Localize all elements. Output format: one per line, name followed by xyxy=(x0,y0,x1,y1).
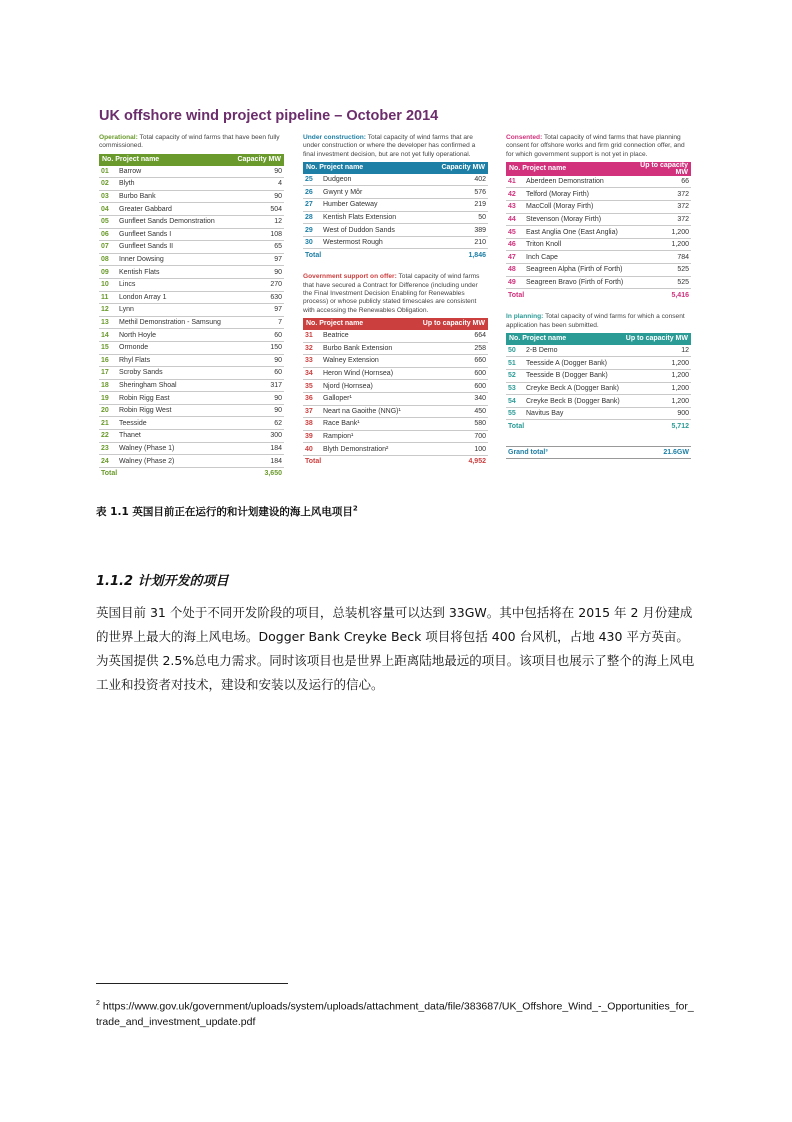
project-name: Stevenson (Moray Firth) xyxy=(524,213,625,226)
project-number: 26 xyxy=(303,186,321,199)
project-name: Beatrice xyxy=(321,330,412,342)
construction-table xyxy=(303,162,488,262)
project-number: 04 xyxy=(99,203,117,216)
table-row xyxy=(303,418,488,431)
table-row xyxy=(506,370,691,383)
project-name: West of Duddon Sands xyxy=(321,224,423,237)
table-row xyxy=(303,186,488,199)
table-row xyxy=(99,203,284,216)
project-capacity: 90 xyxy=(231,404,284,417)
table-row xyxy=(303,342,488,355)
column-operational xyxy=(99,134,284,480)
column-header-capacity: Up to capacity MW xyxy=(622,333,691,345)
project-capacity: 450 xyxy=(412,405,488,418)
project-capacity: 97 xyxy=(231,304,284,317)
project-capacity: 12 xyxy=(231,215,284,228)
table-row xyxy=(99,329,284,342)
construction-description: Under construction: Total capacity of wind farms that are under construction or where the developer has confirmed a final investment decision, but are not yet fully operational. xyxy=(303,134,476,158)
project-capacity: 270 xyxy=(231,278,284,291)
project-capacity: 60 xyxy=(231,367,284,380)
table-row xyxy=(99,417,284,430)
column-header-project: No. Project name xyxy=(303,162,423,174)
table-row xyxy=(506,407,691,420)
project-capacity: 525 xyxy=(625,264,691,277)
project-capacity: 1,200 xyxy=(622,382,691,395)
column-header-project: No. Project name xyxy=(303,318,412,330)
table-row xyxy=(99,316,284,329)
project-number: 10 xyxy=(99,278,117,291)
project-number: 47 xyxy=(506,251,524,264)
grand-total-label: Grand total³ xyxy=(508,449,548,457)
project-name: Triton Knoll xyxy=(524,238,625,251)
project-capacity: 12 xyxy=(622,345,691,357)
project-number: 33 xyxy=(303,355,321,368)
project-name: Burbo Bank Extension xyxy=(321,342,412,355)
project-capacity: 300 xyxy=(231,430,284,443)
project-capacity: 90 xyxy=(231,354,284,367)
project-name: Race Bank¹ xyxy=(321,418,412,431)
project-capacity: 97 xyxy=(231,253,284,266)
project-number: 09 xyxy=(99,266,117,279)
table-row xyxy=(99,430,284,443)
project-name: Rampion¹ xyxy=(321,430,412,443)
project-name: Gunfleet Sands Demonstration xyxy=(117,215,231,228)
project-name: Greater Gabbard xyxy=(117,203,231,216)
project-number: 54 xyxy=(506,395,524,408)
project-number: 27 xyxy=(303,199,321,212)
table-row xyxy=(303,392,488,405)
table-row xyxy=(506,251,691,264)
project-number: 08 xyxy=(99,253,117,266)
consented-description: Consented: Total capacity of wind farms that have planning consent for offshore works and firm grid connection offer, and for which government support is not yet in place. xyxy=(506,134,685,158)
project-capacity: 1,200 xyxy=(622,395,691,408)
table-row xyxy=(99,190,284,203)
project-number: 06 xyxy=(99,228,117,241)
project-name: Seagreen Alpha (Firth of Forth) xyxy=(524,264,625,277)
table-row xyxy=(99,367,284,380)
table-row xyxy=(506,238,691,251)
project-capacity: 504 xyxy=(231,203,284,216)
total-row xyxy=(99,467,284,480)
project-capacity: 630 xyxy=(231,291,284,304)
table-row xyxy=(99,253,284,266)
table-row xyxy=(99,166,284,178)
project-capacity: 184 xyxy=(231,455,284,468)
project-number: 13 xyxy=(99,316,117,329)
project-name: Sheringham Shoal xyxy=(117,379,231,392)
table-row xyxy=(99,341,284,354)
table-row xyxy=(99,215,284,228)
project-number: 55 xyxy=(506,407,524,420)
table-row xyxy=(506,357,691,370)
project-number: 43 xyxy=(506,201,524,214)
project-number: 30 xyxy=(303,236,321,249)
consented-table xyxy=(506,162,691,301)
project-name: Teesside B (Dogger Bank) xyxy=(524,370,622,383)
project-name: Creyke Beck A (Dogger Bank) xyxy=(524,382,622,395)
project-number: 15 xyxy=(99,341,117,354)
project-number: 31 xyxy=(303,330,321,342)
column-construction-support xyxy=(303,134,488,468)
project-name: Creyke Beck B (Dogger Bank) xyxy=(524,395,622,408)
project-number: 14 xyxy=(99,329,117,342)
project-capacity: 372 xyxy=(625,188,691,201)
column-header-capacity: Capacity MW xyxy=(231,154,284,166)
project-name: Gunfleet Sands I xyxy=(117,228,231,241)
in-planning-table xyxy=(506,333,691,433)
project-number: 37 xyxy=(303,405,321,418)
government-support-description: Government support on offer: Total capacity of wind farms that have secured a Contract for Difference (including under the Final Investment Decision Enabling for Renewables process) or whose publicly stated timescales are consistent with accessing the Renewables Obligation. xyxy=(303,273,480,314)
table-row xyxy=(303,355,488,368)
project-name: Njord (Hornsea) xyxy=(321,380,412,393)
project-capacity: 60 xyxy=(231,329,284,342)
table-row xyxy=(303,330,488,342)
project-name: Inch Cape xyxy=(524,251,625,264)
table-row xyxy=(303,199,488,212)
total-value: 5,712 xyxy=(671,422,689,430)
project-name: Galloper¹ xyxy=(321,392,412,405)
project-capacity: 402 xyxy=(423,174,488,186)
project-capacity: 700 xyxy=(412,430,488,443)
project-name: Lincs xyxy=(117,278,231,291)
project-number: 22 xyxy=(99,430,117,443)
project-name: Thanet xyxy=(117,430,231,443)
project-name: Robin Rigg West xyxy=(117,404,231,417)
table-row xyxy=(99,228,284,241)
project-number: 53 xyxy=(506,382,524,395)
project-name: Telford (Moray Firth) xyxy=(524,188,625,201)
table-row xyxy=(303,380,488,393)
table-row xyxy=(99,379,284,392)
project-number: 03 xyxy=(99,190,117,203)
project-name: Inner Dowsing xyxy=(117,253,231,266)
project-name: London Array 1 xyxy=(117,291,231,304)
table-row xyxy=(99,442,284,455)
project-capacity: 900 xyxy=(622,407,691,420)
table-row xyxy=(303,405,488,418)
project-capacity: 7 xyxy=(231,316,284,329)
column-header-project: No. Project name xyxy=(506,162,625,176)
project-capacity: 1,200 xyxy=(622,357,691,370)
table-row xyxy=(99,278,284,291)
project-capacity: 600 xyxy=(412,380,488,393)
total-label: Total xyxy=(305,251,322,259)
total-label: Total xyxy=(305,458,322,466)
project-number: 38 xyxy=(303,418,321,431)
project-capacity: 184 xyxy=(231,442,284,455)
total-label: Total xyxy=(508,291,525,299)
project-capacity: 100 xyxy=(412,443,488,456)
project-number: 11 xyxy=(99,291,117,304)
table-row xyxy=(506,226,691,239)
footnote-link[interactable]: https://www.gov.uk/government/uploads/system/uploads/attachment_data/file/383687/UK_Offshore_Wind_-_Opportunities_for_trade_and_investment_update.pdf xyxy=(96,1000,694,1028)
project-capacity: 389 xyxy=(423,224,488,237)
column-header-capacity: Up to capacity MW xyxy=(625,162,691,176)
project-number: 35 xyxy=(303,380,321,393)
table-row xyxy=(99,241,284,254)
table-row xyxy=(303,443,488,456)
project-number: 48 xyxy=(506,264,524,277)
total-value: 4,952 xyxy=(468,458,486,466)
project-capacity: 576 xyxy=(423,186,488,199)
column-header-project: No. Project name xyxy=(99,154,231,166)
project-name: Methil Demonstration - Samsung xyxy=(117,316,231,329)
project-number: 23 xyxy=(99,442,117,455)
project-number: 29 xyxy=(303,224,321,237)
table-row xyxy=(303,174,488,186)
column-header-capacity: Capacity MW xyxy=(423,162,488,174)
project-number: 32 xyxy=(303,342,321,355)
project-number: 41 xyxy=(506,176,524,188)
project-capacity: 90 xyxy=(231,392,284,405)
project-number: 34 xyxy=(303,367,321,380)
section-heading: 1.1.2 计划开发的项目 xyxy=(96,574,229,589)
table-row xyxy=(506,276,691,289)
project-number: 02 xyxy=(99,178,117,191)
table-row xyxy=(99,266,284,279)
table-row xyxy=(303,236,488,249)
project-name: Walney (Phase 1) xyxy=(117,442,231,455)
project-name: Blyth Demonstration² xyxy=(321,443,412,456)
project-number: 52 xyxy=(506,370,524,383)
table-row xyxy=(99,392,284,405)
project-name: Walney Extension xyxy=(321,355,412,368)
project-number: 19 xyxy=(99,392,117,405)
project-name: Kentish Flats xyxy=(117,266,231,279)
table-row xyxy=(99,304,284,317)
project-capacity: 219 xyxy=(423,199,488,212)
table-row xyxy=(99,404,284,417)
project-name: Westermost Rough xyxy=(321,236,423,249)
project-number: 18 xyxy=(99,379,117,392)
project-number: 16 xyxy=(99,354,117,367)
project-name: Navitus Bay xyxy=(524,407,622,420)
project-number: 20 xyxy=(99,404,117,417)
column-header-capacity: Up to capacity MW xyxy=(412,318,488,330)
table-row xyxy=(506,188,691,201)
project-number: 21 xyxy=(99,417,117,430)
footnote-divider xyxy=(96,983,288,984)
total-value: 5,416 xyxy=(671,291,689,299)
project-number: 50 xyxy=(506,345,524,357)
project-number: 17 xyxy=(99,367,117,380)
project-name: Barrow xyxy=(117,166,231,178)
table-row xyxy=(506,201,691,214)
project-name: Humber Gateway xyxy=(321,199,423,212)
project-number: 24 xyxy=(99,455,117,468)
table-row xyxy=(99,354,284,367)
project-capacity: 66 xyxy=(625,176,691,188)
project-number: 42 xyxy=(506,188,524,201)
project-capacity: 600 xyxy=(412,367,488,380)
total-row xyxy=(506,420,691,433)
project-number: 05 xyxy=(99,215,117,228)
project-capacity: 210 xyxy=(423,236,488,249)
project-capacity: 660 xyxy=(412,355,488,368)
project-capacity: 50 xyxy=(423,211,488,224)
total-label: Total xyxy=(508,422,525,430)
project-name: Walney (Phase 2) xyxy=(117,455,231,468)
project-name: Aberdeen Demonstration xyxy=(524,176,625,188)
project-number: 44 xyxy=(506,213,524,226)
project-name: Kentish Flats Extension xyxy=(321,211,423,224)
column-header-project: No. Project name xyxy=(506,333,622,345)
project-name: Lynn xyxy=(117,304,231,317)
table-row xyxy=(506,345,691,357)
project-name: 2-B Demo xyxy=(524,345,622,357)
project-number: 28 xyxy=(303,211,321,224)
project-number: 01 xyxy=(99,166,117,178)
project-capacity: 150 xyxy=(231,341,284,354)
project-capacity: 62 xyxy=(231,417,284,430)
table-row xyxy=(99,291,284,304)
project-number: 25 xyxy=(303,174,321,186)
total-row xyxy=(506,289,691,302)
project-name: Blyth xyxy=(117,178,231,191)
footnote: $^2$ https://www.gov.uk/government/uploads/system/uploads/attachment_data/file/383687/UK_Offshore_Wind_-_Opportunities_for_trade_and_investment_update.pdf xyxy=(96,1000,694,1028)
project-capacity: 4 xyxy=(231,178,284,191)
project-name: Dudgeon xyxy=(321,174,423,186)
project-name: Gwynt y Môr xyxy=(321,186,423,199)
project-name: Teesside xyxy=(117,417,231,430)
project-name: Burbo Bank xyxy=(117,190,231,203)
table-row xyxy=(303,224,488,237)
operational-description: Operational: Total capacity of wind farms that have been fully commissioned. xyxy=(99,134,280,150)
project-name: East Anglia One (East Anglia) xyxy=(524,226,625,239)
table-row xyxy=(303,430,488,443)
project-capacity: 1,200 xyxy=(622,370,691,383)
project-name: Neart na Gaoithe (NNG)¹ xyxy=(321,405,412,418)
project-name: Scroby Sands xyxy=(117,367,231,380)
grand-total xyxy=(506,446,691,459)
table-row xyxy=(506,264,691,277)
project-number: 40 xyxy=(303,443,321,456)
project-capacity: 664 xyxy=(412,330,488,342)
column-consented-planning xyxy=(506,134,691,459)
grand-total-value: 21.6GW xyxy=(663,449,689,457)
project-capacity: 372 xyxy=(625,201,691,214)
project-name: Teesside A (Dogger Bank) xyxy=(524,357,622,370)
project-name: Gunfleet Sands II xyxy=(117,241,231,254)
project-capacity: 784 xyxy=(625,251,691,264)
project-name: North Hoyle xyxy=(117,329,231,342)
project-capacity: 258 xyxy=(412,342,488,355)
figure-title: UK offshore wind project pipeline – October 2014 xyxy=(99,108,439,124)
table-caption: 表 1.1 英国目前正在运行的和计划建设的海上风电项目$^2$ xyxy=(96,504,358,518)
project-number: 51 xyxy=(506,357,524,370)
project-capacity: 372 xyxy=(625,213,691,226)
project-capacity: 90 xyxy=(231,166,284,178)
project-name: Seagreen Bravo (Firth of Forth) xyxy=(524,276,625,289)
table-row xyxy=(506,213,691,226)
project-name: Ormonde xyxy=(117,341,231,354)
project-number: 12 xyxy=(99,304,117,317)
operational-table xyxy=(99,154,284,480)
project-name: Heron Wind (Hornsea) xyxy=(321,367,412,380)
project-number: 45 xyxy=(506,226,524,239)
in-planning-description: In planning: Total capacity of wind farms for which a consent application has been submitted. xyxy=(506,313,685,329)
project-name: Rhyl Flats xyxy=(117,354,231,367)
project-capacity: 580 xyxy=(412,418,488,431)
project-capacity: 340 xyxy=(412,392,488,405)
total-row xyxy=(303,455,488,468)
project-name: Robin Rigg East xyxy=(117,392,231,405)
body-paragraph: 英国目前 31 个处于不同开发阶段的项目，总装机容量可以达到 33GW。其中包括将在 2015 年 2 月份建成的世界上最大的海上风电场。Dogger Bank Creyke Beck 项目将包括 400 台风机，占地 430 平方英亩。为英国提供 2.5%总电力需求。同时该项目也是世界上距离陆地最远的项目。该项目也展示了整个的海上风电工业和投资者对技术，建设和安装以及运行的信心。 xyxy=(96,605,695,692)
project-number: 49 xyxy=(506,276,524,289)
table-row xyxy=(99,178,284,191)
table-row xyxy=(506,176,691,188)
total-label: Total xyxy=(101,470,118,478)
total-value: 1,846 xyxy=(468,251,486,259)
total-value: 3,650 xyxy=(264,470,282,478)
project-capacity: 525 xyxy=(625,276,691,289)
project-name: MacColl (Moray Firth) xyxy=(524,201,625,214)
project-number: 39 xyxy=(303,430,321,443)
table-row xyxy=(506,395,691,408)
project-capacity: 90 xyxy=(231,190,284,203)
project-capacity: 1,200 xyxy=(625,226,691,239)
table-row xyxy=(506,382,691,395)
project-number: 07 xyxy=(99,241,117,254)
total-row xyxy=(303,249,488,262)
table-row xyxy=(303,367,488,380)
project-number: 46 xyxy=(506,238,524,251)
project-number: 36 xyxy=(303,392,321,405)
project-capacity: 65 xyxy=(231,241,284,254)
table-row xyxy=(303,211,488,224)
project-capacity: 317 xyxy=(231,379,284,392)
table-row xyxy=(99,455,284,468)
project-capacity: 1,200 xyxy=(625,238,691,251)
government-support-table xyxy=(303,318,488,468)
project-capacity: 90 xyxy=(231,266,284,279)
project-capacity: 108 xyxy=(231,228,284,241)
